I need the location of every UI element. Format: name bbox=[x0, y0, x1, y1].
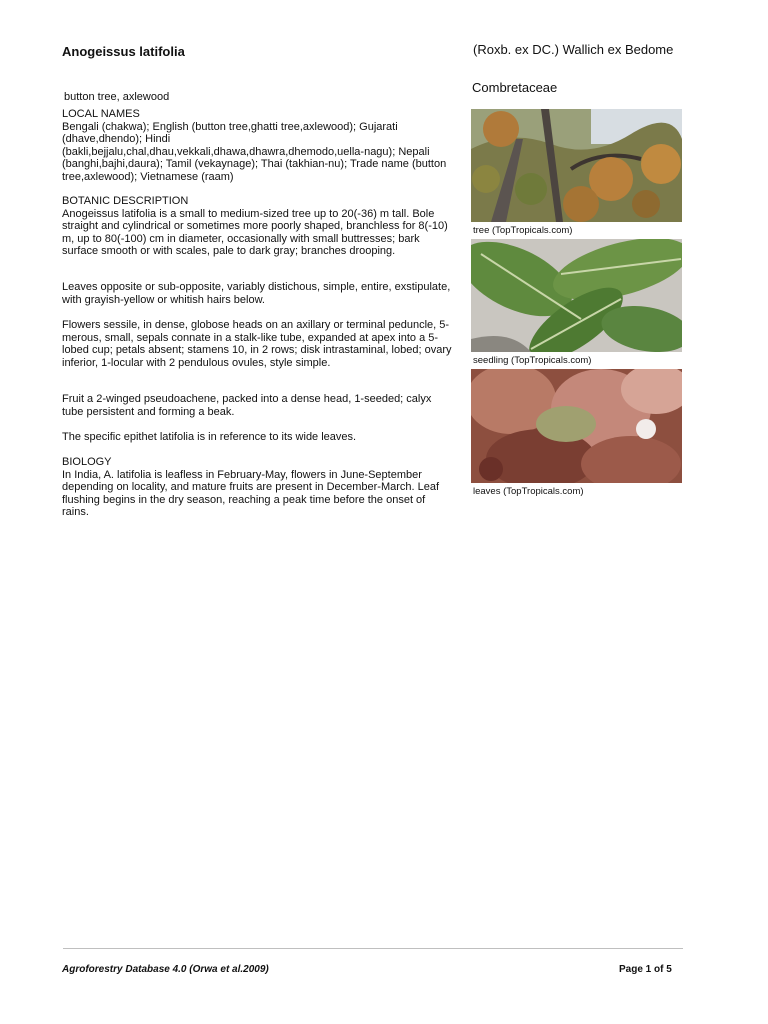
leaves-photo-art bbox=[471, 369, 682, 483]
leaves-photo bbox=[471, 369, 682, 483]
tree-photo-caption: tree (TopTropicals.com) bbox=[473, 225, 573, 236]
seedling-photo-caption: seedling (TopTropicals.com) bbox=[473, 355, 592, 366]
seedling-photo bbox=[471, 239, 682, 352]
footer-source: Agroforestry Database 4.0 (Orwa et al.2009) bbox=[62, 964, 269, 975]
page-number: Page 1 of 5 bbox=[619, 964, 672, 975]
species-title: Anogeissus latifolia bbox=[62, 44, 185, 59]
biology-heading: BIOLOGY bbox=[62, 456, 112, 468]
family-name: Combretaceae bbox=[472, 80, 558, 95]
tree-photo-art bbox=[471, 109, 682, 222]
footer-divider bbox=[63, 948, 683, 949]
species-authority: (Roxb. ex DC.) Wallich ex Bedome bbox=[473, 42, 674, 57]
local-names-heading: LOCAL NAMES bbox=[62, 108, 140, 120]
leaves-photo-caption: leaves (TopTropicals.com) bbox=[473, 486, 584, 497]
botanic-paragraph-4: Fruit a 2-winged pseudoachene, packed into a dense head, 1-seeded; calyx tube persistent and forming a beak. bbox=[62, 393, 432, 418]
botanic-paragraph-3: Flowers sessile, in dense, globose heads on an axillary or terminal peduncle, 5-merous, small, sepals connate in a stalk-like tube, expanded at apex into a 5- lobed cup; petals absent; stamens 10, in 2 rows; disk intrastaminal, lobed; ovary inferior, 1-locular with 2 pendulous ovules, style simple. bbox=[62, 319, 452, 369]
botanic-paragraph-5: The specific epithet latifolia is in reference to its wide leaves. bbox=[62, 431, 357, 443]
local-names-section bbox=[62, 108, 452, 183]
common-names: button tree, axlewood bbox=[64, 91, 170, 103]
biology-text: In India, A. latifolia is leafless in February-May, flowers in June-September depending on locality, and mature fruits are present in December-March. Leaf flushing begins in the dry season, reaching a peak time before the onset of rains. bbox=[62, 468, 440, 518]
local-names-text: Bengali (chakwa); English (button tree,ghatti tree,axlewood); Gujarati (dhave,dhendo); Hindi (bakli,bejjalu,chal,dhau,vekkali,dhawa,dhawra,dhemodo,uella-nagu); Nepali (banghi,bajhi,daura); Tamil (vekaynage); Thai (takhian-nu); Trade name (button tree,axlewood); Vietnamese (raam) bbox=[62, 120, 447, 183]
botanic-paragraph-2: Leaves opposite or sub-opposite, variably distichous, simple, entire, exstipulate, with grayish-yellow or whitish hairs below. bbox=[62, 281, 451, 306]
biology-section bbox=[62, 456, 452, 519]
botanic-section bbox=[62, 195, 452, 258]
seedling-photo-art bbox=[471, 239, 682, 352]
botanic-paragraph-1: Anogeissus latifolia is a small to medium-sized tree up to 20(-36) m tall. Bole straight and cylindrical or sometimes more poorly shaped, branchless for 8(-10) m, up to 80(-100) cm in diameter, occasionally with small buttresses; bark surface smooth or with scales, pale to dark gray; branches drooping. bbox=[62, 207, 448, 257]
tree-photo bbox=[471, 109, 682, 222]
botanic-heading: BOTANIC DESCRIPTION bbox=[62, 195, 189, 207]
